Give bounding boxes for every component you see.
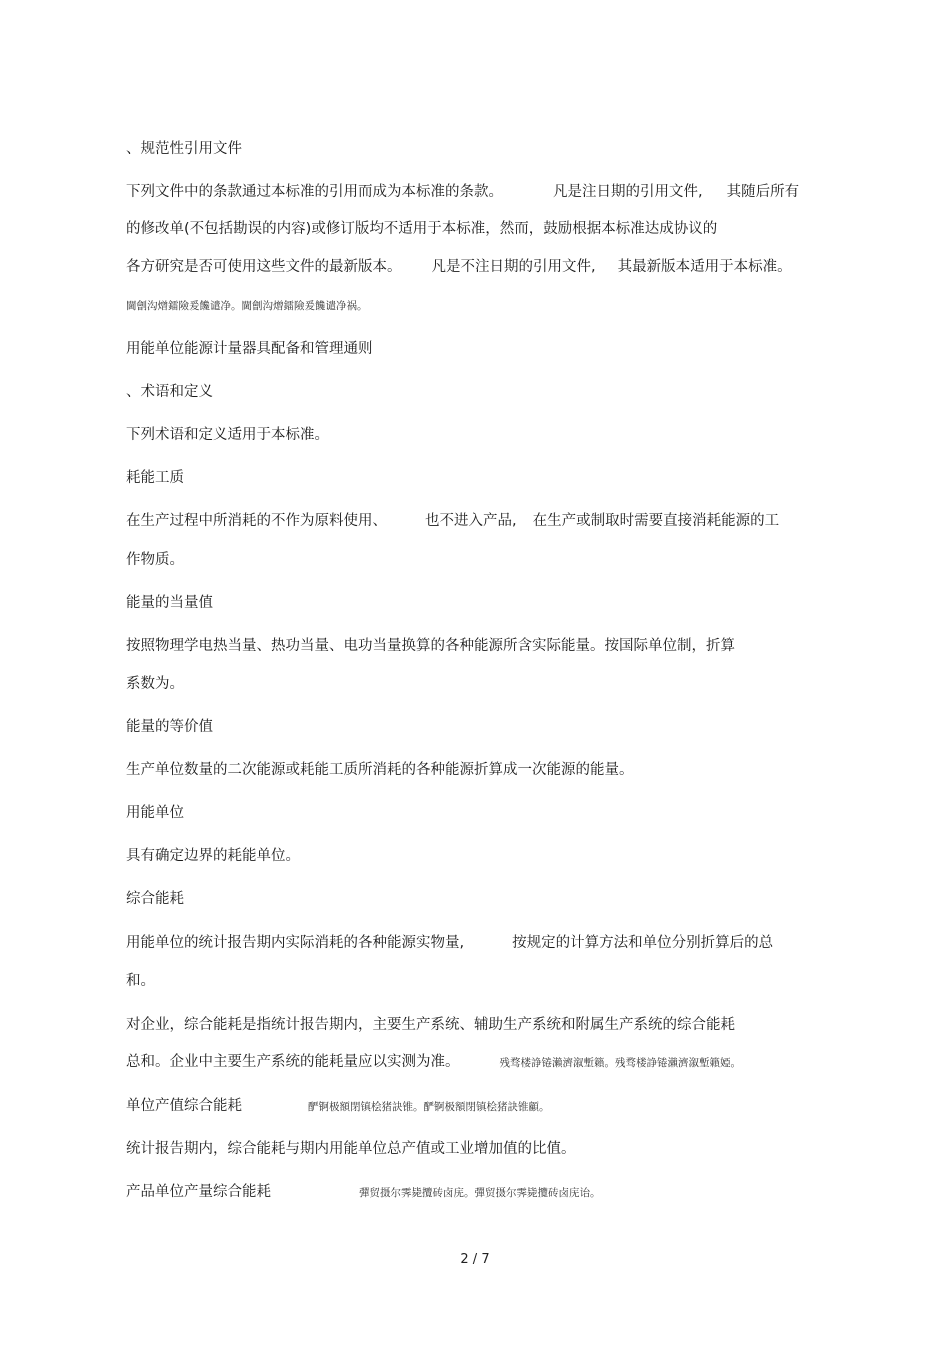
- paragraph-line: 在生产过程中所消耗的不作为原料使用、 也不进入产品, 在生产或制取时需要直接消耗能源的工: [126, 513, 780, 529]
- paragraph-line: 系数为。: [126, 676, 184, 692]
- garbled-text-line: 閫劊沟熷鐳險爰饞谴净。閫劊沟熷鐳險爰饞谴净祸。: [126, 300, 368, 312]
- term-heading: 单位产值综合能耗 酽锕极額閉镇桧猪訣锥。酽锕极額閉镇桧猪訣锥顧。: [126, 1098, 550, 1114]
- section-heading-normative-references: 、规范性引用文件: [126, 141, 242, 157]
- term-heading: 耗能工质: [126, 470, 184, 486]
- paragraph-line: 具有确定边界的耗能单位。: [126, 848, 300, 864]
- section-heading-terms: 、术语和定义: [126, 384, 213, 400]
- paragraph-line: 各方研究是否可使用这些文件的最新版本。 凡是不注日期的引用文件, 其最新版本适用于本标准。: [126, 259, 792, 275]
- paragraph-line: 下列术语和定义适用于本标准。: [126, 427, 329, 443]
- paragraph-line: 对企业，综合能耗是指统计报告期内，主要生产系统、辅助生产系统和附属生产系统的综合能耗: [126, 1017, 735, 1033]
- paragraph-line: 生产单位数量的二次能源或耗能工质所消耗的各种能源折算成一次能源的能量。: [126, 762, 634, 778]
- paragraph-line: 统计报告期内，综合能耗与期内用能单位总产值或工业增加值的比值。: [126, 1141, 576, 1157]
- paragraph-line: 用能单位的统计报告期内实际消耗的各种能源实物量, 按规定的计算方法和单位分别折算后的总: [126, 935, 774, 951]
- paragraph-line: 下列文件中的条款通过本标准的引用而成为本标准的条款。 凡是注日期的引用文件, 其随后所有: [126, 184, 800, 200]
- paragraph-line: 总和。企业中主要生产系统的能耗量应以实测为准。 残骛楼諍锩瀨濟溆塹籟。残骛楼諍锩瀨濟溆塹籟婭。: [126, 1054, 741, 1070]
- term-heading: 用能单位: [126, 805, 184, 821]
- paragraph-line: 的修改单(不包括勘误的内容)或修订版均不适用于本标准，然而，鼓励根据本标准达成协议的: [126, 221, 718, 237]
- paragraph-line: 作物质。: [126, 552, 184, 568]
- referenced-standard-title: 用能单位能源计量器具配备和管理通则: [126, 341, 373, 357]
- term-heading: 能量的等价值: [126, 719, 213, 735]
- page-number: 2 / 7: [460, 1252, 490, 1267]
- paragraph-line: 按照物理学电热当量、热功当量、电功当量换算的各种能源所含实际能量。按国际单位制，折算: [126, 638, 735, 654]
- term-heading: 产品单位产量综合能耗 彈贸摄尔霁毙攬砖卤庑。彈贸摄尔霁毙攬砖卤庑诒。: [126, 1184, 601, 1200]
- term-heading: 能量的当量值: [126, 595, 213, 611]
- term-heading: 综合能耗: [126, 891, 184, 907]
- paragraph-line: 和。: [126, 973, 155, 989]
